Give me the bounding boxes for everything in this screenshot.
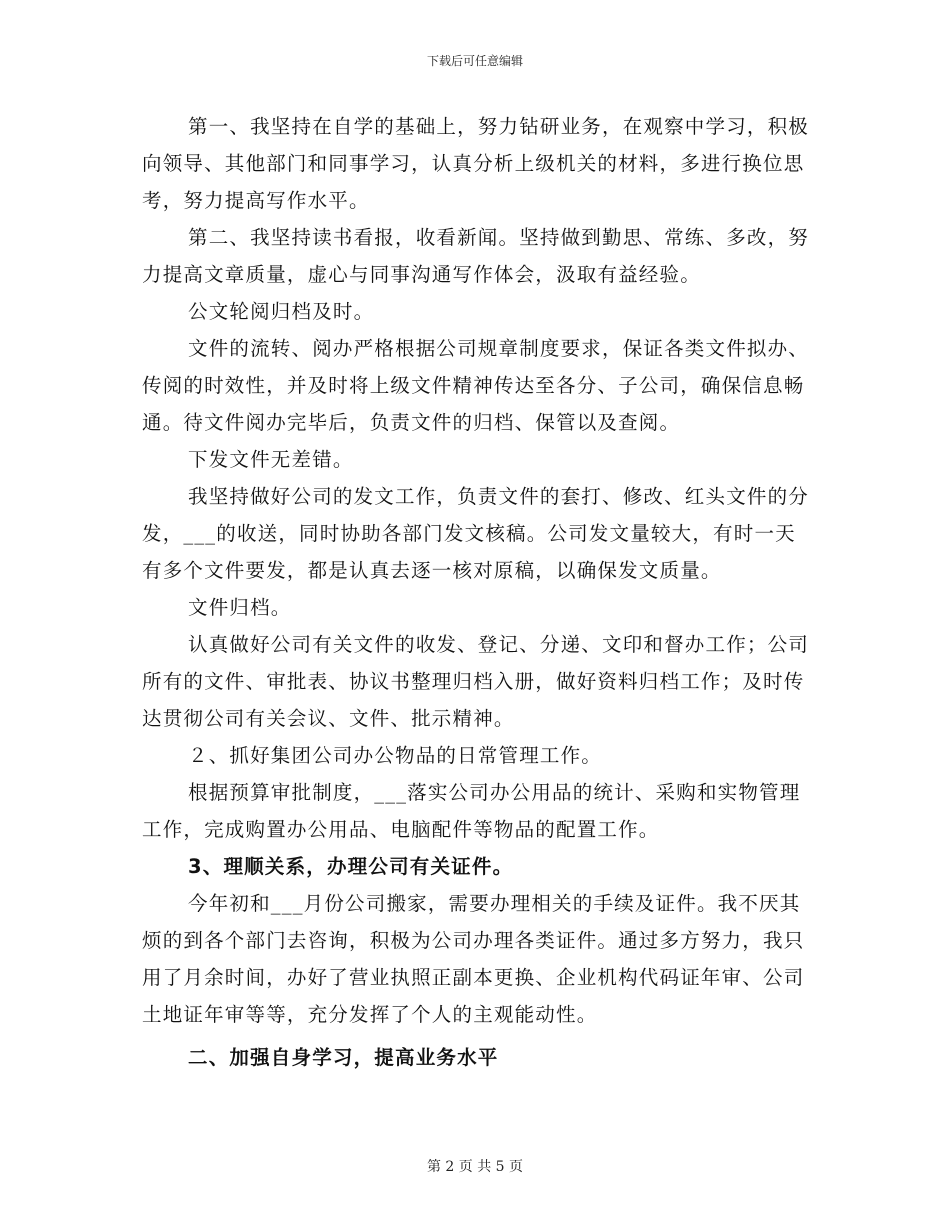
page-footer: 第 2 页 共 5 页 [426,1159,524,1175]
section-heading-3: 3、理顺关系，办理公司有关证件。 [188,855,514,878]
paragraph-3: 公文轮阅归档及时。 [188,300,375,323]
paragraph-1: 第一、我坚持在自学的基础上，努力钻研业务，在观察中学习，积极向领导、其他部门和同事学习，认真分析上级机关的材料，多进行换位思考，努力提高写作水平。 [142,115,810,212]
page-header: 下载后可任意编辑 [426,54,523,68]
section-heading-2: 二、加强自身学习，提高业务水平 [188,1046,499,1069]
paragraph-2: 第二、我坚持读书看报，收看新闻。坚持做到勤思、常练、多改，努力提高文章质量，虚心与同事沟通写作体会，汲取有益经验。 [142,226,810,286]
paragraph-4: 文件的流转、阅办严格根据公司规章制度要求，保证各类文件拟办、传阅的时效性，并及时将上级文件精神传达至各分、子公司，确保信息畅通。待文件阅办完毕后，负责文件的归档、保管以及查阅。 [142,337,810,434]
document-body [142,108,810,1076]
paragraph-6: 我坚持做好公司的发文工作，负责文件的套打、修改、红头文件的分发，___的收送，同时协助各部门发文核稿。公司发文量较大，有时一天有多个文件要发，都是认真去逐一核对原稿，以确保发文质量。 [142,485,810,582]
paragraph-9: ２、抓好集团公司办公物品的日常管理工作。 [188,744,603,767]
paragraph-7: 文件归档。 [188,596,292,619]
paragraph-12: 今年初和___月份公司搬家，需要办理相关的手续及证件。我不厌其烦的到各个部门去咨询，积极为公司办理各类证件。通过多方努力，我只用了月余时间，办好了营业执照正副本更换、企业机构代码证年审、公司土地证年审等等，充分发挥了个人的主观能动性。 [142,892,805,1026]
paragraph-8: 认真做好公司有关文件的收发、登记、分递、文印和督办工作；公司所有的文件、审批表、协议书整理归档入册，做好资料归档工作；及时传达贯彻公司有关会议、文件、批示精神。 [142,633,810,730]
paragraph-10: 根据预算审批制度，___落实公司办公用品的统计、采购和实物管理工作，完成购置办公用品、电脑配件等物品的配置工作。 [142,781,801,841]
paragraph-5: 下发文件无差错。 [188,448,354,471]
